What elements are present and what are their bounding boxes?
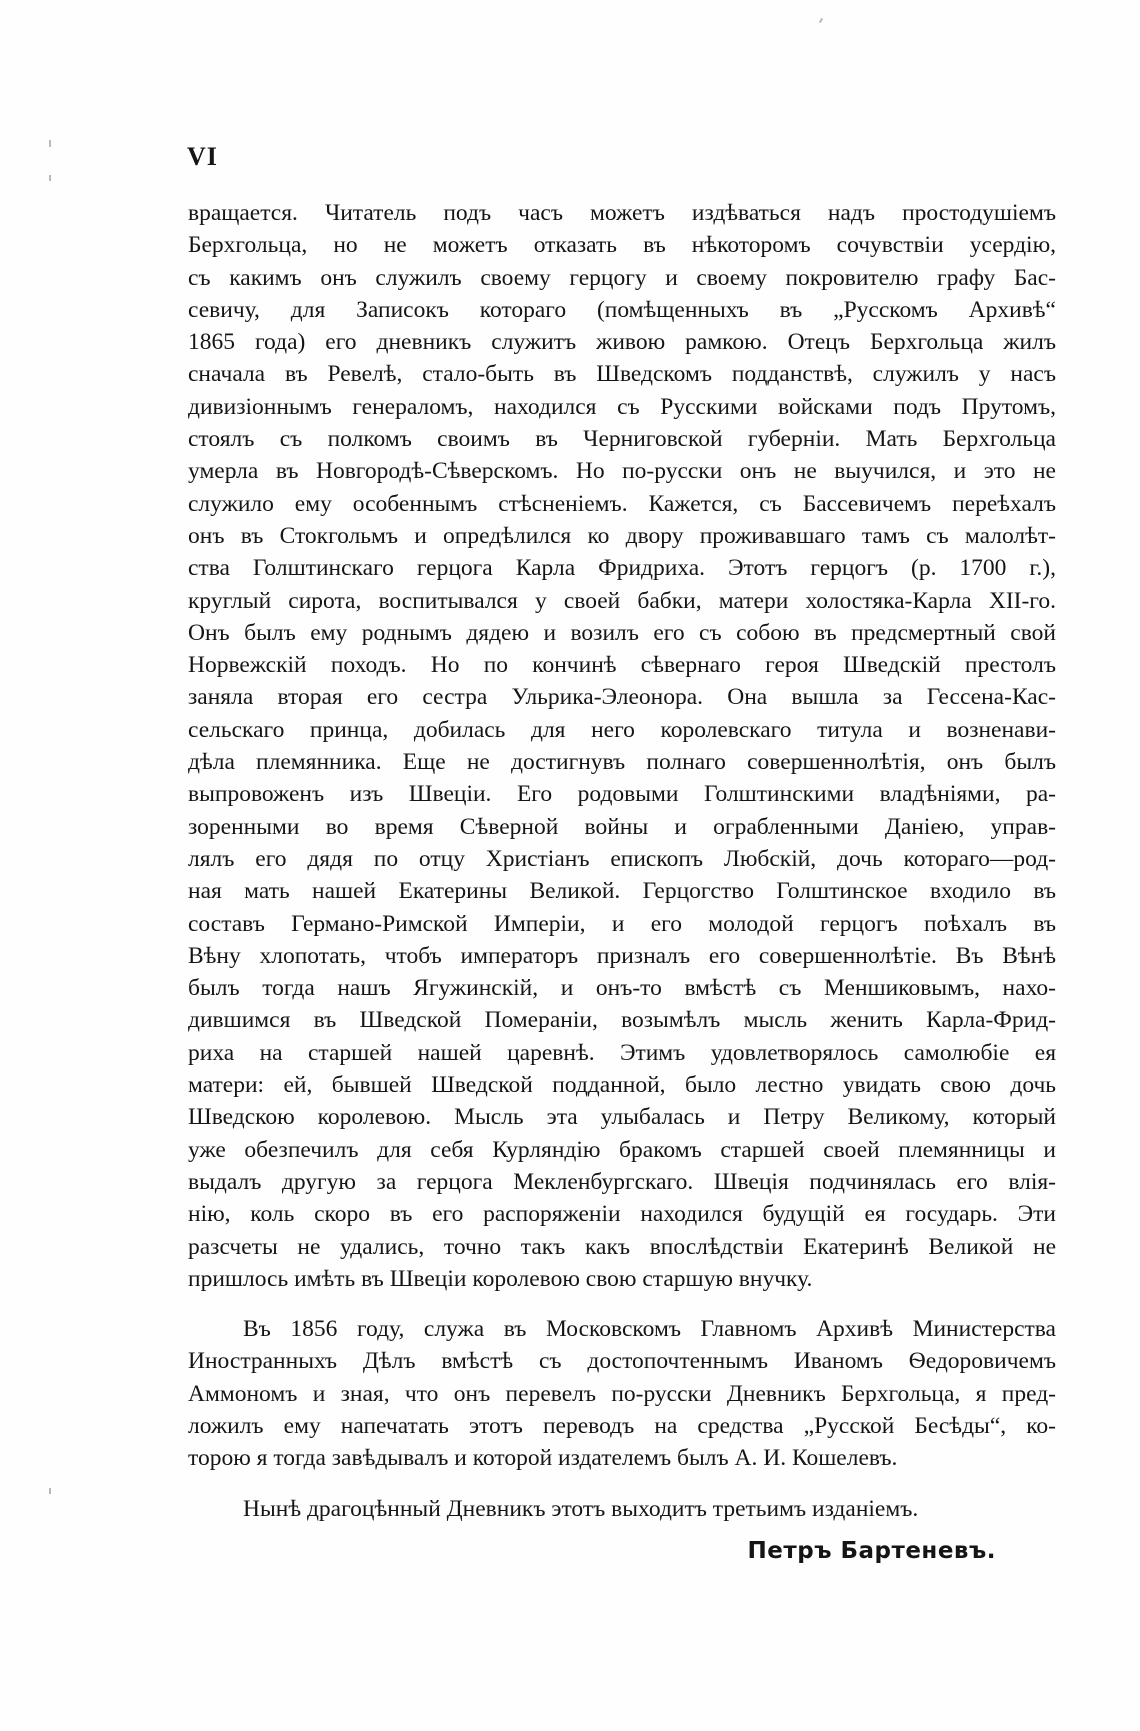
text-line: сельскаго принца, добилась для него королевскаго титула и возненави- [188,716,1056,743]
text-line: Берхгольца, но не можетъ отказать въ нѣкоторомъ сочувствіи усердію, [188,232,1056,259]
text-line: Норвежскій походъ. Но по кончинѣ сѣвернаго героя Шведскій престолъ [188,652,1056,679]
text-line: вращается. Читатель подъ часъ можетъ издѣваться надъ простодушіемъ [188,200,1056,226]
text-line: съ какимъ онъ служилъ своему герцогу и своему покровителю графу Бас- [188,264,1056,291]
text-line: торою я тогда завѣдывалъ и которой издателемъ былъ А. И. Кошелевъ. [188,1445,898,1472]
text-line: зоренными во время Сѣверной войны и ограбленными Даніею, управ- [188,813,1056,840]
text-line: Аммономъ и зная, что онъ перевелъ по-русски Дневникъ Берхгольца, я пред- [188,1380,1056,1407]
paragraph-3 [188,1493,1056,1525]
text-line: разсчеты не удались, точно такъ какъ впослѣдствіи Екатеринѣ Великой не [188,1233,1056,1260]
paragraph-spacer [188,1295,1056,1313]
text-line: 1865 года) его дневникъ служитъ живою рамкою. Отецъ Берхгольца жилъ [188,329,1056,356]
scan-speck [49,140,51,147]
body-text [188,197,1056,1525]
text-line: пришлось имѣть въ Швеціи королевою свою старшую внучку. [188,1265,813,1292]
paragraph-1 [188,197,1056,1295]
page-number: VI [187,142,218,171]
text-line: ная мать нашей Екатерины Великой. Герцогство Голштинское входило въ [188,878,1056,905]
scan-speck [819,18,823,23]
text-line: стоялъ съ полкомъ своимъ въ Черниговской губерніи. Мать Берхгольца [188,426,1056,453]
text-line: Онъ былъ ему роднымъ дядею и возилъ его съ собою въ предсмертный свой [188,619,1056,646]
text-line: составъ Германо-Римской Имперіи, и его молодой герцогъ поѣхалъ въ [188,910,1056,937]
text-line: ложилъ ему напечатать этотъ переводъ на средства „Русской Бесѣды“, ко- [188,1412,1056,1439]
text-line: севичу, для Записокъ котораго (помѣщенныхъ въ „Русскомъ Архивѣ“ [188,296,1056,323]
paragraph-spacer [188,1475,1056,1493]
text-line: круглый сирота, воспитывался у своей бабки, матери холостяка-Карла XII-го. [188,587,1056,614]
text-line: лялъ его дядя по отцу Христіанъ епископъ Любскій, дочь котораго—род- [188,845,1056,872]
text-line: заняла вторая его сестра Ульрика-Элеонора. Она вышла за Гессена-Кас- [188,684,1056,711]
text-line: нію, коль скоро въ его распоряженіи находился будущій ея государь. Эти [188,1201,1056,1228]
text-line: Вѣну хлопотать, чтобъ императоръ призналъ его совершеннолѣтіе. Въ Вѣнѣ [188,942,1056,969]
text-line: дѣла племянника. Еще не достигнувъ полнаго совершеннолѣтія, онъ былъ [188,749,1056,776]
scan-speck [49,175,51,181]
text-line: дивизіоннымъ генераломъ, находился съ Русскими войсками подъ Прутомъ, [188,393,1056,420]
text-line: Въ 1856 году, служа въ Московскомъ Главномъ Архивѣ Министерства [243,1316,1056,1343]
text-line: Шведскою королевою. Мысль эта улыбалась и Петру Великому, который [188,1104,1056,1131]
text-line: выдалъ другую за герцога Мекленбургскаго. Швеція подчинялась его влія- [188,1168,1056,1195]
scan-speck [49,1488,51,1494]
text-line: уже обезпечилъ для себя Курляндію бракомъ старшей своей племянницы и [188,1136,1056,1163]
text-line: сначала въ Ревелѣ, стало-быть въ Шведскомъ подданствѣ, служилъ у насъ [188,361,1056,388]
text-line: Иностранныхъ Дѣлъ вмѣстѣ съ достопочтеннымъ Иваномъ Ѳедоровичемъ [188,1348,1056,1375]
text-line: служило ему особеннымъ стѣсненіемъ. Кажется, съ Бассевичемъ переѣхалъ [188,490,1056,517]
paragraph-2 [188,1313,1056,1474]
text-line: былъ тогда нашъ Ягужинскій, и онъ-то вмѣстѣ съ Меншиковымъ, нахо- [188,975,1056,1002]
text-line: дившимся въ Шведской Помераніи, возымѣлъ мысль женить Карла-Фрид- [188,1007,1056,1034]
text-line: матери: ей, бывшей Шведской подданной, было лестно увидать свою дочь [188,1072,1056,1099]
text-line: выпровоженъ изъ Швеціи. Его родовыми Голштинскими владѣніями, ра- [188,781,1056,808]
text-line: умерла въ Новгородѣ-Сѣверскомъ. Но по-русски онъ не выучился, и это не [188,458,1056,485]
text-line: Нынѣ драгоцѣнный Дневникъ этотъ выходитъ третьимъ изданіемъ. [243,1495,919,1522]
author-signature: Петръ Бартеневъ. [747,1538,996,1564]
text-line: ства Голштинскаго герцога Карла Фридриха. Этотъ герцогъ (р. 1700 г.), [188,555,1056,582]
text-line: риха на старшей нашей царевнѣ. Этимъ удовлетворялось самолюбіе ея [188,1039,1056,1066]
text-line: онъ въ Стокгольмъ и опредѣлился ко двору проживавшаго тамъ съ малолѣт- [188,522,1056,549]
